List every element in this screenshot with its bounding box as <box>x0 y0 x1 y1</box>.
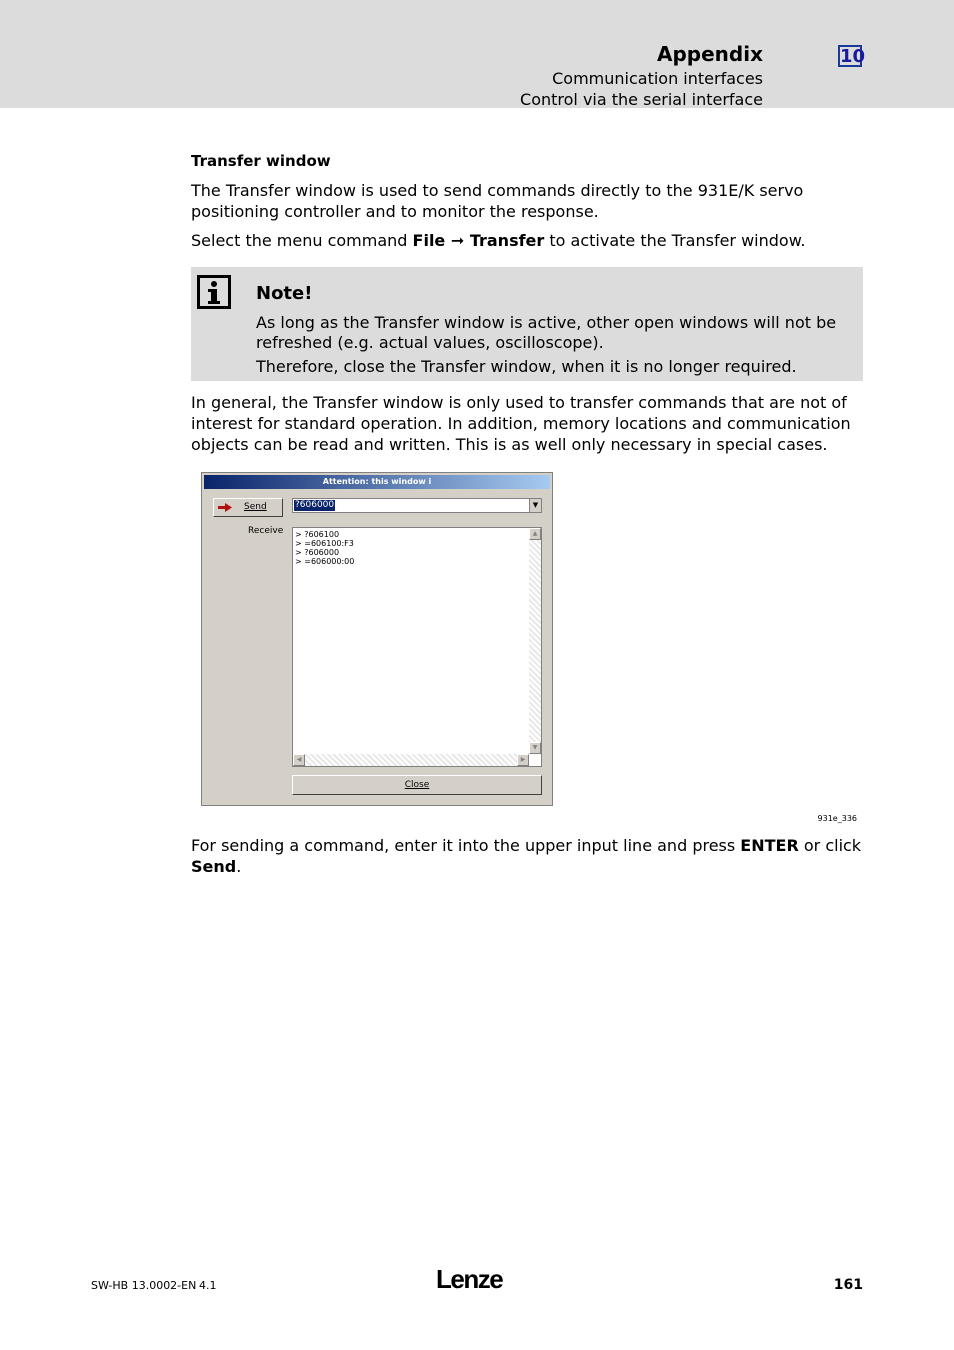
note-text-2: Therefore, close the Transfer window, when it is no longer required. <box>256 357 797 376</box>
chevron-down-icon[interactable]: ▼ <box>529 499 541 512</box>
send-arrow-icon <box>218 503 232 512</box>
vertical-scrollbar[interactable] <box>529 528 541 754</box>
closing-suffix: . <box>236 857 242 876</box>
general-paragraph: In general, the Transfer window is only used to transfer commands that are not of interest for standard operation. In addition, memory locations and communication objects can be read and written. This is as well only necessary in special cases. <box>191 393 851 454</box>
horizontal-scrollbar[interactable] <box>293 754 529 766</box>
note-title: Note! <box>256 283 313 304</box>
menu-transfer: Transfer <box>469 231 545 250</box>
note-text-1: As long as the Transfer window is active, other open windows will not be refreshed (e.g. actual values, oscilloscope). <box>256 313 837 352</box>
closing-prefix: For sending a command, enter it into the upper input line and press <box>191 836 741 855</box>
chapter-title: Appendix <box>657 42 763 66</box>
section-title: Transfer window <box>191 152 331 170</box>
send-button[interactable] <box>213 498 283 517</box>
send-label: Send <box>244 502 267 512</box>
enter-key: ENTER <box>740 836 799 855</box>
scroll-right-icon[interactable]: ▶ <box>517 754 529 766</box>
menu-arrow: ➞ <box>445 231 470 250</box>
menu-file: File <box>412 231 446 250</box>
closing-middle: or click <box>798 836 862 855</box>
scroll-down-icon[interactable]: ▼ <box>529 742 541 754</box>
footer-doc-number: SW-HB 13.0002-EN <box>91 1279 197 1292</box>
intro-paragraph: The Transfer window is used to send commands directly to the 931E/K servo positioning controller and to monitor the response. <box>191 181 804 221</box>
note-box <box>191 267 863 381</box>
send-word: Send <box>191 857 237 876</box>
svg-text:Lenze: Lenze <box>436 1264 503 1292</box>
footer-version: 4.1 <box>199 1279 217 1292</box>
receive-line: > ?606000 <box>295 548 340 557</box>
page-number: 161 <box>833 1277 863 1293</box>
menu-paragraph <box>191 230 863 251</box>
scroll-up-icon[interactable]: ▲ <box>529 528 541 540</box>
receive-line: > =606100:F3 <box>295 539 354 548</box>
info-icon <box>197 275 231 309</box>
window-title: Attention: this window i <box>204 475 550 489</box>
closing-paragraph <box>191 835 863 877</box>
command-input[interactable] <box>292 498 542 513</box>
figure-id: 931e_336 <box>817 814 857 823</box>
header-subtitle-2: Control via the serial interface <box>520 90 763 109</box>
receive-label: Receive <box>248 526 284 536</box>
menu-suffix: to activate the Transfer window. <box>544 231 806 250</box>
receive-lines <box>295 530 354 566</box>
command-value: ?606000 <box>295 500 335 510</box>
close-button[interactable] <box>292 775 542 795</box>
transfer-window-screenshot <box>201 472 553 806</box>
close-label: Close <box>404 780 430 790</box>
receive-line: > =606000:00 <box>295 557 355 566</box>
header-subtitle-1: Communication interfaces <box>552 69 763 88</box>
scroll-left-icon[interactable]: ◀ <box>293 754 305 766</box>
chapter-number: 10 <box>840 46 866 67</box>
menu-prefix: Select the menu command <box>191 231 413 250</box>
header-band <box>0 0 954 108</box>
receive-line: > ?606100 <box>295 530 340 539</box>
lenze-logo <box>436 1264 516 1292</box>
receive-output[interactable] <box>292 527 542 767</box>
